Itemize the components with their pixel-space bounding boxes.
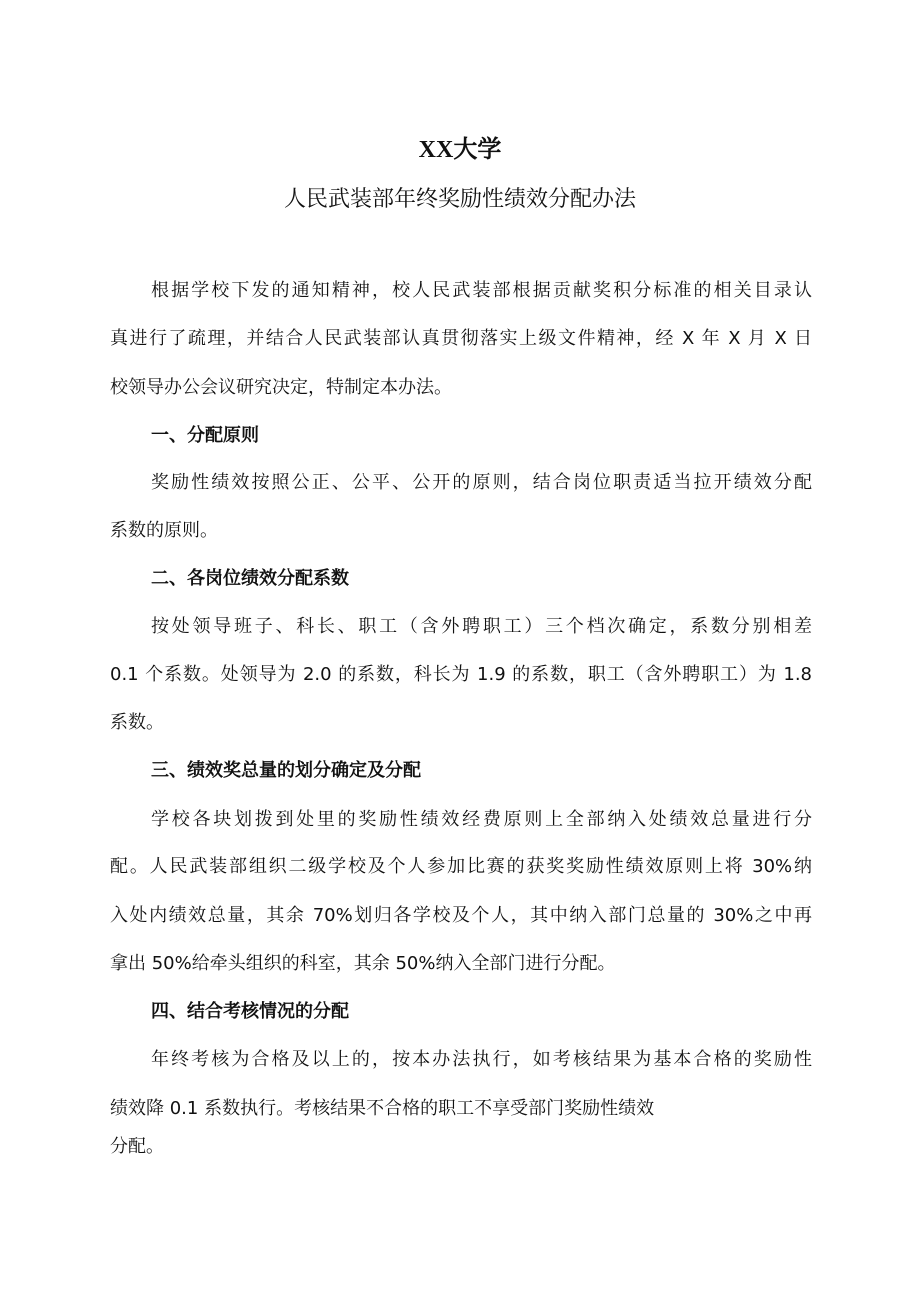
document-title-university: XX大学	[418, 137, 502, 163]
section-3-heading: 三、绩效奖总量的划分确定及分配	[151, 760, 421, 781]
section-4-line-2: 绩效降 0.1 系数执行。考核结果不合格的职工不享受部门奖励性绩效	[110, 1098, 655, 1119]
section-4-heading: 四、结合考核情况的分配	[151, 1001, 349, 1022]
section-1-line-2: 系数的原则。	[110, 520, 218, 541]
intro-line-1: 根据学校下发的通知精神，校人民武装部根据贡献奖积分标准的相关目录认	[151, 280, 812, 301]
section-1-line-1: 奖励性绩效按照公正、公平、公开的原则，结合岗位职责适当拉开绩效分配	[151, 472, 812, 493]
intro-line-3: 校领导办公会议研究决定，特制定本办法。	[110, 377, 452, 398]
section-4-line-3: 分配。	[110, 1136, 164, 1157]
intro-line-2: 真进行了疏理，并结合人民武装部认真贯彻落实上级文件精神，经 X 年 X 月 X 日	[110, 328, 812, 349]
document-title: 人民武装部年终奖励性绩效分配办法	[283, 187, 636, 212]
section-3-line-3: 入处内绩效总量，其余 70%划归各学校及个人，其中纳入部门总量的 30%之中再	[110, 905, 812, 926]
section-2-heading: 二、各岗位绩效分配系数	[151, 568, 349, 589]
section-2-line-3: 系数。	[110, 712, 164, 733]
section-3-line-4: 拿出 50%给牵头组织的科室，其余 50%纳入全部门进行分配。	[110, 953, 616, 974]
section-2-line-2: 0.1 个系数。处领导为 2.0 的系数，科长为 1.9 的系数，职工（含外聘职工）为 1.8	[110, 664, 812, 685]
section-1-heading: 一、分配原则	[151, 425, 259, 446]
section-3-line-2: 配。人民武装部组织二级学校及个人参加比赛的获奖奖励性绩效原则上将 30%纳	[110, 856, 812, 877]
section-3-line-1: 学校各块划拨到处里的奖励性绩效经费原则上全部纳入处绩效总量进行分	[151, 809, 812, 830]
section-4-line-1: 年终考核为合格及以上的，按本办法执行，如考核结果为基本合格的奖励性	[151, 1049, 812, 1070]
section-2-line-1: 按处领导班子、科长、职工（含外聘职工）三个档次确定，系数分别相差	[151, 616, 812, 637]
